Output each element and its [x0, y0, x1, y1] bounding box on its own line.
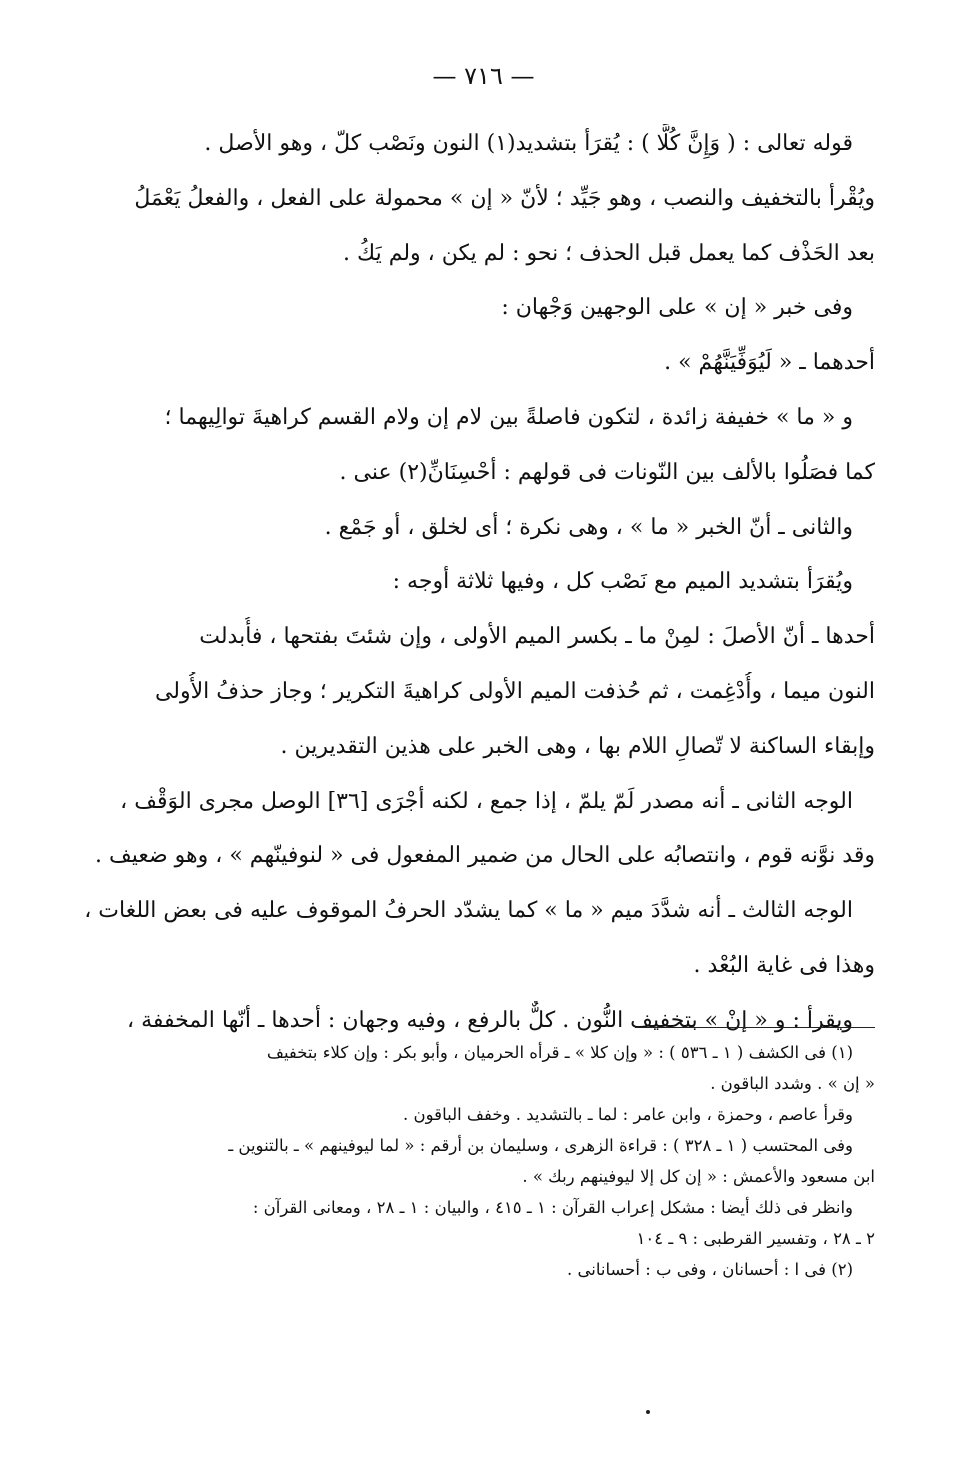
footnote-line: ٢ ـ ٢٨ ، وتفسير القرطبى : ٩ ـ ١٠٤ [636, 1229, 875, 1248]
text-line: ويُقرَأ بتشديد الميم مع نَصْب كل ، وفيها ثلاثة أوجه : [392, 569, 853, 595]
footnote-divider [635, 1027, 875, 1028]
footnote-line: (٢) فى ا : أحسانان ، وفى ب : أحسانانى . [566, 1260, 853, 1279]
footnote-line: وفى المحتسب ( ١ ـ ٣٢٨ ) : قراءة الزهرى ، وسليمان بن أرقم : « لما ليوفينهم » ـ بالتنوين ـ [228, 1136, 853, 1155]
page-speck [646, 1410, 650, 1414]
text-line: وفى خبر « إن » على الوجهين وَجْهان : [501, 295, 853, 321]
footnotes [83, 1040, 875, 1288]
footnote-line: (١) فى الكشف ( ١ ـ ٥٣٦ ) : « وإن كلا » ـ قرأه الحرميان ، وأبو بكر : وإن كلاء بتخفيف [266, 1043, 853, 1062]
text-line: و « ما » خفيفة زائدة ، لتكون فاصلةً بين لام إن ولام القسم كراهيةَ توالِيهما ؛ [164, 404, 853, 430]
text-line: كما فصَلُوا بالألف بين النّونات فى قولهم : أحْسِنَانِّ(٢) عنى . [339, 459, 875, 485]
text-line: ويُقْرأ بالتخفيف والنصب ، وهو جَيِّد ؛ لأنّ « إن » محمولة على الفعل ، والفعلُ يَعْمَلُ [134, 185, 875, 211]
text-line: بعد الحَذْف كما يعمل قبل الحذف ؛ نحو : لم يكن ، ولم يَكُ . [343, 240, 875, 266]
text-line: قوله تعالى : ( وَإِنَّ كُلًّا ) : يُقرَأ بتشديد(١) النون ونَصْب كلّ ، وهو الأصل . [204, 131, 853, 156]
footnote-line: ابن مسعود والأعمش : « إن كل إلا ليوفينهم ربك » . [522, 1167, 875, 1186]
text-line: ويقرأ : و « إنْ » بتخفيف النُّون . كلٌّ بالرفع ، وفيه وجهان : أحدها ـ أنّها المخففة ، [126, 1007, 853, 1033]
text-line: الوجه الثانى ـ أنه مصدر لَمّ يلمّ ، إذا جمع ، لكنه أجْرَى [٣٦] الوصل مجرى الوَقْف ، [120, 788, 853, 814]
main-text [83, 124, 875, 1056]
text-line: وهذا فى غاية البُعْد . [693, 952, 875, 978]
page-number: — ٧١٦ — [432, 62, 535, 90]
text-line: أحدها ـ أنّ الأصلَ : لمِنْ ما ـ بكسر الميم الأولى ، وإن شئتَ بفتحها ، فأُبدلت [199, 624, 875, 650]
text-line: وإبقاء الساكنة لا تّصالِ اللام بها ، وهى الخبر على هذين التقديرين . [280, 733, 875, 759]
text-line: الوجه الثالث ـ أنه شدَّدَ ميم « ما » كما يشدّد الحرفُ الموقوف عليه فى بعض اللغات ، [84, 898, 853, 924]
footnote-line: « إن » . وشدد الباقون . [710, 1074, 875, 1093]
text-line: وقد نوَّنه قوم ، وانتصابُه على الحال من ضمير المفعول فى « لنوفينّهم » ، وهو ضعيف . [94, 843, 875, 869]
footnote-line: وانظر فى ذلك أيضا : مشكل إعراب القرآن : ١ ـ ٤١٥ ، والبيان : ١ ـ ٢٨ ، ومعانى القرآن : [252, 1198, 853, 1217]
footnote-line: وقرأ عاصم ، وحمزة ، وابن عامر : لما ـ بالتشديد . وخفف الباقون . [403, 1105, 853, 1124]
text-line: والثانى ـ أنّ الخبر « ما » ، وهى نكرة ؛ أى لخلق ، أو جَمْع . [324, 514, 853, 540]
text-line: النون ميما ، وأُدْغِمت ، ثم حُذفت الميم الأولى كراهيةَ التكرير ؛ وجاز حذفُ الأُولى [154, 678, 875, 704]
text-line: أحدهما ـ « لَيُوَفِّيَنَّهُمْ » . [664, 350, 875, 376]
